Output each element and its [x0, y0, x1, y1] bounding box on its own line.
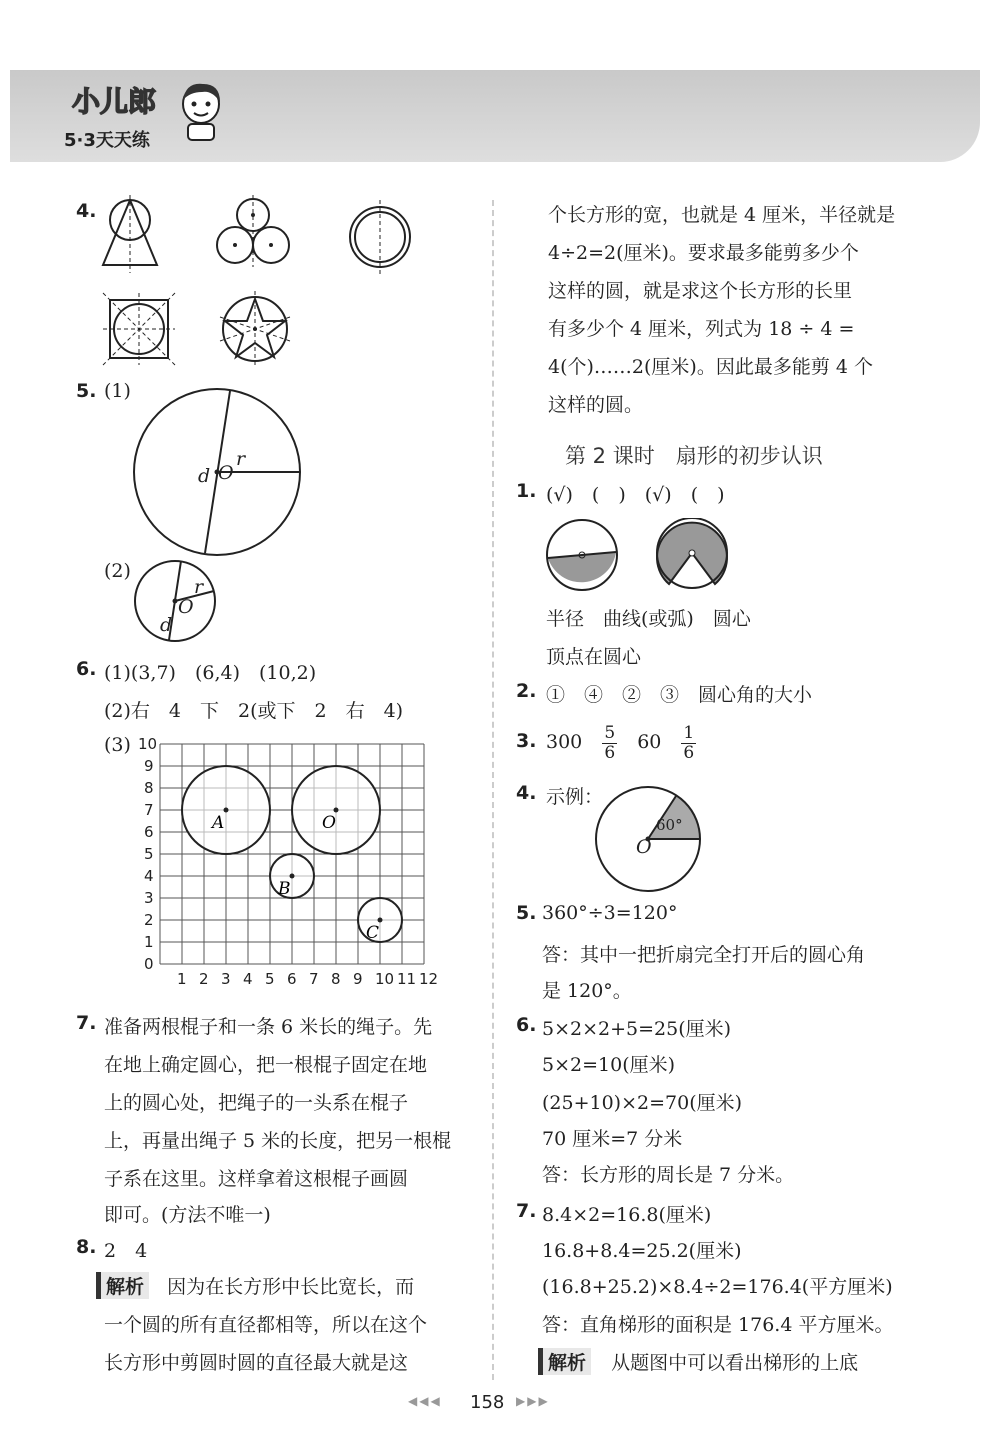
- center-label: O: [636, 836, 652, 858]
- x-tick-label: 5: [265, 970, 275, 988]
- question-7-number: 7.: [76, 1012, 97, 1034]
- r-question-7-line: 8.4×2=16.8(厘米): [542, 1204, 712, 1226]
- symmetry-figures: [95, 195, 435, 375]
- question-5-number: 5.: [76, 380, 97, 402]
- coordinate-grid: [130, 732, 450, 994]
- grid-point-label: C: [366, 923, 380, 943]
- r-question-1-number: 1.: [516, 480, 537, 502]
- radius-label-2: r: [194, 576, 204, 598]
- r-question-3-answer: [546, 724, 696, 762]
- y-tick-label: 3: [144, 889, 154, 907]
- grid-point-label: O: [322, 813, 336, 833]
- logo-title: 小儿郎: [72, 85, 157, 118]
- angle-label: 60°: [656, 816, 683, 834]
- continued-line: 有多少个 4 厘米，列式为 18 ÷ 4 =: [548, 318, 855, 340]
- question-5-part2: (2): [104, 560, 131, 582]
- r-question-6-line: (25+10)×2=70(厘米): [542, 1092, 743, 1114]
- fraction-denominator: 6: [683, 742, 695, 763]
- y-tick-label: 9: [144, 757, 154, 775]
- r-question-5-line: 360°÷3=120°: [542, 902, 678, 924]
- question-5-part1: (1): [104, 380, 131, 402]
- analysis-tag: 解析: [96, 1272, 149, 1299]
- fraction-numerator: 5: [604, 723, 616, 743]
- r-question-6-line: 5×2=10(厘米): [542, 1054, 676, 1076]
- r-question-6-line: 70 厘米=7 分米: [542, 1128, 683, 1150]
- r-question-5-line: 是 120°。: [542, 980, 632, 1002]
- r-question-7-number: 7.: [516, 1200, 537, 1222]
- y-tick-label: 1: [144, 933, 154, 951]
- cartoon-boy-icon: [176, 80, 226, 142]
- fraction-1-6: [681, 724, 696, 762]
- y-tick-label: 5: [144, 845, 154, 863]
- x-tick-label: 8: [331, 970, 341, 988]
- question-7-line: 在地上确定圆心，把一根棍子固定在地: [104, 1054, 428, 1076]
- x-tick-label: 10: [375, 970, 395, 988]
- fraction-numerator: 1: [683, 723, 695, 743]
- fraction-5-6: [602, 724, 617, 762]
- analysis-line: 一个圆的所有直径都相等，所以在这个: [104, 1314, 428, 1336]
- sector-figures: [544, 518, 744, 594]
- grid-center-dot: [334, 808, 339, 813]
- y-tick-label: 6: [144, 823, 154, 841]
- question-7-line: 即可。(方法不唯一): [104, 1204, 271, 1226]
- continued-line: 这样的圆。: [548, 394, 644, 416]
- grid-center-dot: [224, 808, 229, 813]
- analysis-line: 长方形中剪圆时圆的直径最大就是这: [104, 1352, 409, 1374]
- page-prev-arrows-icon: ◀◀◀: [408, 1394, 442, 1408]
- y-tick-label: 0: [144, 955, 154, 973]
- r-question-4-label: 示例：: [546, 786, 604, 808]
- question-4-number: 4.: [76, 200, 97, 222]
- continued-line: 个长方形的宽，也就是 4 厘米，半径就是: [548, 204, 896, 226]
- fraction-denominator: 6: [604, 742, 616, 763]
- page-number: 158: [470, 1392, 505, 1413]
- question-7-line: 上，再量出绳子 5 米的长度，把另一根棍: [104, 1130, 452, 1152]
- r-question-7-line: (16.8+25.2)×8.4÷2=176.4(平方厘米): [542, 1276, 893, 1298]
- column-divider: [492, 200, 494, 1380]
- diameter-label-2: d: [160, 614, 173, 636]
- question-6-line2: (2)右 4 下 2(或下 2 右 4): [104, 700, 404, 722]
- center-label-2: O: [178, 596, 194, 618]
- y-tick-label: 2: [144, 911, 154, 929]
- question-6-line3: (3): [104, 734, 131, 756]
- question-8-answer: 2 4: [104, 1240, 148, 1262]
- y-tick-label: 10: [138, 735, 158, 753]
- grid-center-dot: [290, 874, 295, 879]
- x-tick-label: 11: [397, 970, 417, 988]
- r-question-6-line: 5×2×2+5=25(厘米): [542, 1018, 732, 1040]
- r-question-6-line: 答：长方形的周长是 7 分米。: [542, 1164, 795, 1186]
- y-tick-label: 8: [144, 779, 154, 797]
- analysis-block-left: [96, 1272, 414, 1299]
- x-tick-label: 7: [309, 970, 319, 988]
- r-question-3-number: 3.: [516, 730, 537, 752]
- question-7-line: 上的圆心处，把绳子的一头系在棍子: [104, 1092, 409, 1114]
- grid-point-label: A: [212, 813, 225, 833]
- r-question-1-answer: (√) ( ) (√) ( ): [546, 484, 725, 506]
- q3-value-a: 300: [546, 731, 583, 754]
- analysis-line: 因为在长方形中长比宽长，而: [167, 1276, 415, 1298]
- r-question-1-line2: 半径 曲线(或弧) 圆心: [546, 608, 751, 630]
- r-question-2-answer: ① ④ ② ③ 圆心角的大小: [546, 684, 813, 706]
- diameter-label-1: d: [198, 465, 211, 487]
- continued-line: 这样的圆，就是求这个长方形的长里: [548, 280, 853, 302]
- r-question-5-line: 答：其中一把折扇完全打开后的圆心角: [542, 944, 866, 966]
- analysis-line: 从题图中可以看出梯形的上底: [611, 1352, 859, 1374]
- r-question-7-line: 答：直角梯形的面积是 176.4 平方厘米。: [542, 1314, 894, 1336]
- x-tick-label: 1: [177, 970, 187, 988]
- question-7-line: 子系在这里。这样拿着这根棍子画圆: [104, 1168, 409, 1190]
- question-6-line1: (1)(3,7) (6,4) (10,2): [104, 662, 317, 684]
- x-tick-label: 2: [199, 970, 209, 988]
- x-tick-label: 4: [243, 970, 253, 988]
- y-tick-label: 4: [144, 867, 154, 885]
- page-next-arrows-icon: ▶▶▶: [516, 1394, 550, 1408]
- r-question-6-number: 6.: [516, 1014, 537, 1036]
- x-tick-label: 6: [287, 970, 297, 988]
- center-label-1: O: [218, 462, 234, 484]
- question-7-line: 准备两根棍子和一条 6 米长的绳子。先: [104, 1016, 433, 1038]
- x-tick-label: 9: [353, 970, 363, 988]
- question-6-number: 6.: [76, 658, 97, 680]
- r-question-7-line: 16.8+8.4=25.2(厘米): [542, 1240, 742, 1262]
- logo-subtitle: 5·3天天练: [64, 130, 150, 151]
- grid-center-dot: [378, 918, 383, 923]
- section-title: 第 2 课时 扇形的初步认识: [565, 444, 823, 468]
- analysis-block-right: [538, 1348, 858, 1375]
- r-question-1-line3: 顶点在圆心: [546, 646, 642, 668]
- circle-figure-2: [132, 558, 218, 644]
- radius-label-1: r: [236, 448, 246, 470]
- q3-value-b: 60: [637, 731, 662, 754]
- y-tick-label: 7: [144, 801, 154, 819]
- continued-line: 4(个)……2(厘米)。因此最多能剪 4 个: [548, 356, 873, 378]
- question-8-number: 8.: [76, 1236, 97, 1258]
- r-question-5-number: 5.: [516, 902, 537, 924]
- x-tick-label: 12: [419, 970, 439, 988]
- grid-point-label: B: [278, 879, 291, 899]
- continued-line: 4÷2=2(厘米)。要求最多能剪多少个: [548, 242, 859, 264]
- analysis-tag: 解析: [538, 1348, 591, 1375]
- r-question-4-number: 4.: [516, 782, 537, 804]
- r-question-2-number: 2.: [516, 680, 537, 702]
- x-tick-label: 3: [221, 970, 231, 988]
